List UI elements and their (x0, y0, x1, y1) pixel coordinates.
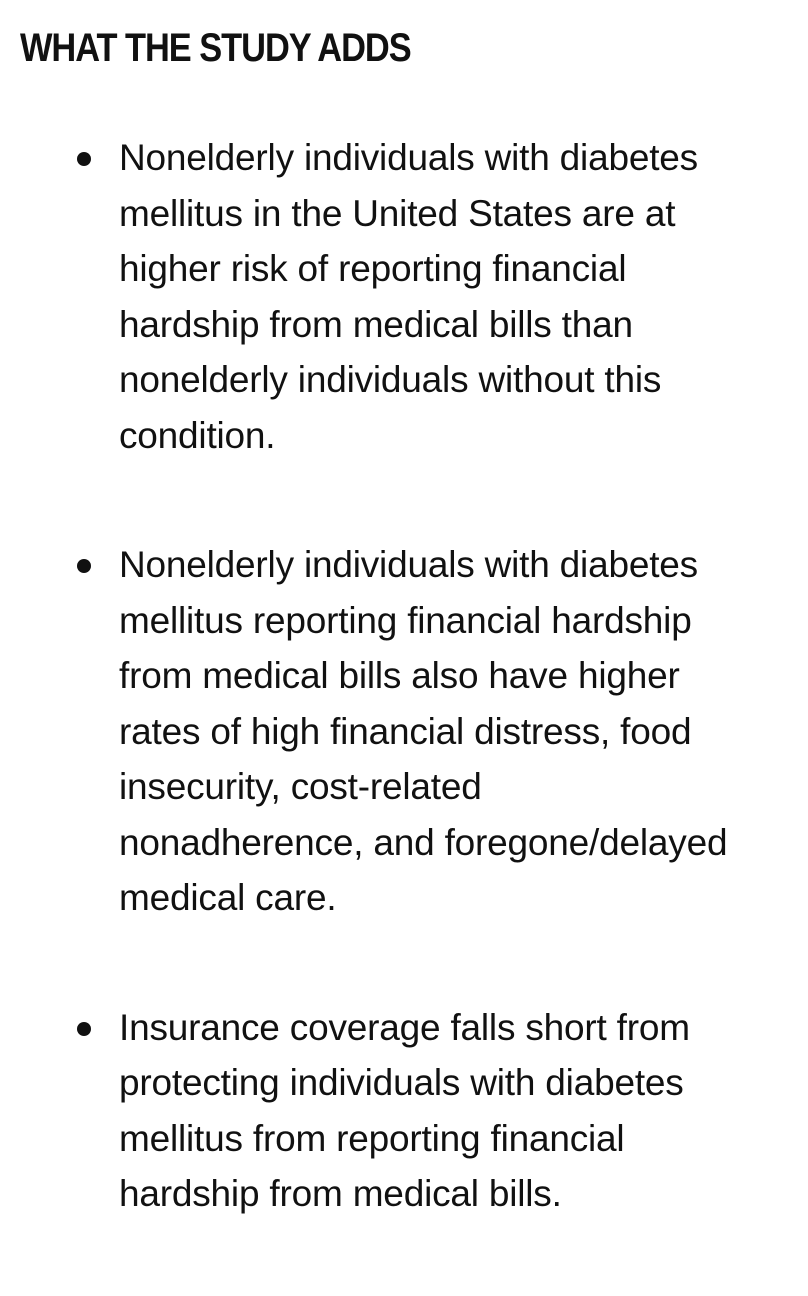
list-item-text (119, 130, 798, 463)
text-line: nonadherence, and foregone/delayed (119, 821, 728, 863)
bullet-icon (77, 559, 91, 573)
text-line: insecurity, cost-related (119, 766, 482, 807)
text-line: Nonelderly individuals with diabetes (119, 544, 698, 585)
text-line: rates of high financial distress, food (119, 710, 692, 752)
text-line: protecting individuals with diabetes (119, 1062, 684, 1103)
text-line: mellitus from reporting financial (119, 1117, 625, 1159)
list-item (0, 537, 808, 926)
bullet-icon (77, 152, 91, 166)
text-line: medical care. (119, 877, 337, 918)
list-item-text (119, 537, 798, 926)
text-line: Nonelderly individuals with diabetes (119, 137, 698, 178)
list-item (0, 130, 808, 463)
text-line: hardship from medical bills than (119, 303, 633, 345)
bullet-icon (77, 1022, 91, 1036)
key-findings-list (0, 130, 808, 1296)
list-item (0, 1000, 808, 1222)
text-line: mellitus in the United States are at (119, 192, 676, 234)
text-line: from medical bills also have higher (119, 655, 680, 696)
text-line: hardship from medical bills. (119, 1173, 562, 1214)
text-line: Insurance coverage falls short from (119, 1006, 690, 1048)
text-line: higher risk of reporting financial (119, 248, 627, 289)
text-line: mellitus reporting financial hardship (119, 599, 692, 641)
text-line: nonelderly individuals without this (119, 359, 662, 400)
list-item-text (119, 1000, 798, 1222)
section-heading: WHAT THE STUDY ADDS (20, 26, 411, 70)
text-line: condition. (119, 414, 276, 456)
